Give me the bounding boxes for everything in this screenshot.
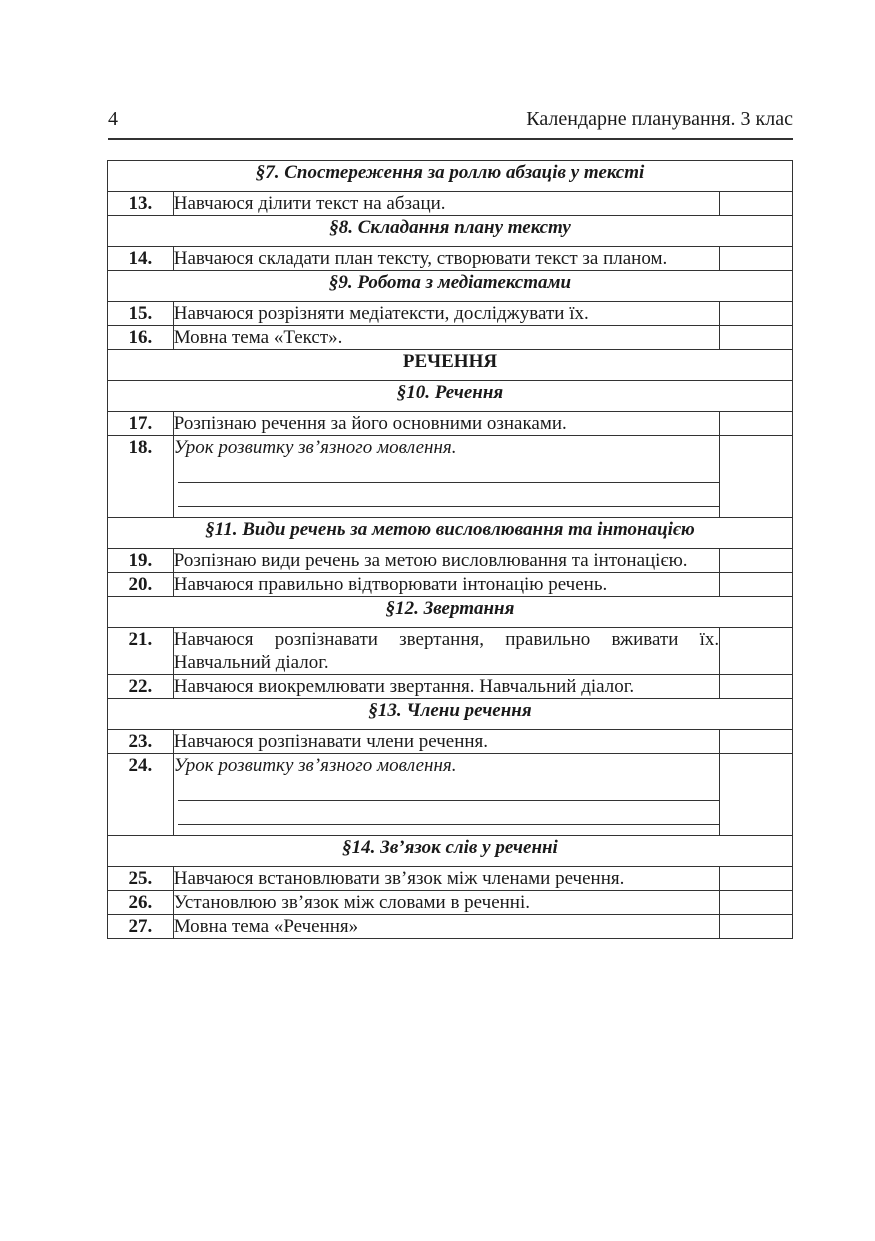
page-number: 4 xyxy=(108,108,118,130)
date-cell[interactable] xyxy=(720,915,793,939)
lesson-topic-text: Навчаюся встановлювати зв’язок між членами речення. xyxy=(173,868,625,889)
lesson-topic-text: Мовна тема «Текст». xyxy=(173,327,343,348)
lesson-topic xyxy=(173,573,719,597)
lesson-number: 26. xyxy=(108,891,174,915)
lesson-row xyxy=(108,573,793,597)
lesson-topic-text: Навчаюся складати план тексту, створювати текст за планом. xyxy=(173,248,668,269)
date-cell[interactable] xyxy=(720,302,793,326)
section-heading: §12. Звертання xyxy=(108,597,793,628)
date-cell[interactable] xyxy=(720,754,793,836)
lesson-row xyxy=(108,549,793,573)
lesson-number: 14. xyxy=(108,247,174,271)
section-heading-row xyxy=(108,216,793,247)
section-heading: §7. Спостереження за роллю абзаців у тексті xyxy=(108,161,793,192)
lesson-topic xyxy=(173,192,719,216)
section-heading-row xyxy=(108,518,793,549)
write-in-line[interactable] xyxy=(178,459,719,483)
lesson-row xyxy=(108,326,793,350)
lesson-topic xyxy=(173,730,719,754)
lesson-topic-text: Навчаюся правильно відтворювати інтонацію речень. xyxy=(173,574,608,595)
lesson-number: 24. xyxy=(108,754,174,836)
lesson-topic-text: Урок розвитку зв’язного мовлення. xyxy=(173,437,457,458)
lesson-number: 17. xyxy=(108,412,174,436)
date-cell[interactable] xyxy=(720,326,793,350)
lesson-topic xyxy=(173,436,719,518)
part-heading-row xyxy=(108,350,793,381)
lesson-number: 21. xyxy=(108,628,174,675)
lesson-topic-text: Мовна тема «Речення» xyxy=(173,916,359,937)
section-heading: §14. Зв’язок слів у реченні xyxy=(108,836,793,867)
lesson-number: 22. xyxy=(108,675,174,699)
lesson-topic xyxy=(173,412,719,436)
lesson-row xyxy=(108,412,793,436)
lesson-row xyxy=(108,730,793,754)
lesson-row xyxy=(108,302,793,326)
lesson-row xyxy=(108,675,793,699)
lesson-topic-text: Навчаюся розпізнавати звертання, правильно вживати їх. Навчальний діалог. xyxy=(173,629,720,673)
lesson-row xyxy=(108,436,793,518)
lesson-topic xyxy=(173,675,719,699)
lesson-topic xyxy=(173,891,719,915)
lesson-topic-text: Урок розвитку зв’язного мовлення. xyxy=(173,755,457,776)
section-heading-row xyxy=(108,161,793,192)
lesson-topic-text: Навчаюся розрізняти медіатексти, досліджувати їх. xyxy=(173,303,589,324)
lesson-topic-text: Навчаюся виокремлювати звертання. Навчальний діалог. xyxy=(173,676,635,697)
section-heading-row xyxy=(108,271,793,302)
section-heading: §8. Складання плану тексту xyxy=(108,216,793,247)
lesson-topic-text: Установлюю зв’язок між словами в реченні. xyxy=(173,892,530,913)
lesson-number: 15. xyxy=(108,302,174,326)
lesson-topic-text: Навчаюся ділити текст на абзаци. xyxy=(173,193,446,214)
section-heading-row xyxy=(108,836,793,867)
date-cell[interactable] xyxy=(720,436,793,518)
date-cell[interactable] xyxy=(720,412,793,436)
lesson-topic xyxy=(173,628,719,675)
lesson-number: 20. xyxy=(108,573,174,597)
lesson-plan-body xyxy=(108,161,793,939)
write-in-line[interactable] xyxy=(178,801,719,825)
lesson-number: 19. xyxy=(108,549,174,573)
section-heading: §10. Речення xyxy=(108,381,793,412)
date-cell[interactable] xyxy=(720,573,793,597)
section-heading: §9. Робота з медіатекстами xyxy=(108,271,793,302)
lesson-row xyxy=(108,192,793,216)
lesson-row xyxy=(108,628,793,675)
lesson-topic xyxy=(173,549,719,573)
lesson-number: 25. xyxy=(108,867,174,891)
lesson-number: 27. xyxy=(108,915,174,939)
date-cell[interactable] xyxy=(720,867,793,891)
section-heading-row xyxy=(108,597,793,628)
page-header xyxy=(108,108,793,140)
section-heading-row xyxy=(108,699,793,730)
lesson-row xyxy=(108,247,793,271)
lesson-row xyxy=(108,891,793,915)
section-heading: §11. Види речень за метою висловлювання та інтонацією xyxy=(108,518,793,549)
lesson-topic xyxy=(173,754,719,836)
date-cell[interactable] xyxy=(720,549,793,573)
lesson-topic xyxy=(173,326,719,350)
section-heading: §13. Члени речення xyxy=(108,699,793,730)
lesson-topic-text: Навчаюся розпізнавати члени речення. xyxy=(173,731,489,752)
date-cell[interactable] xyxy=(720,192,793,216)
date-cell[interactable] xyxy=(720,730,793,754)
date-cell[interactable] xyxy=(720,675,793,699)
part-heading: РЕЧЕННЯ xyxy=(108,350,793,381)
lesson-number: 23. xyxy=(108,730,174,754)
lesson-topic xyxy=(173,867,719,891)
write-in-line[interactable] xyxy=(178,777,719,801)
lesson-number: 13. xyxy=(108,192,174,216)
lesson-topic xyxy=(173,302,719,326)
date-cell[interactable] xyxy=(720,891,793,915)
lesson-row xyxy=(108,915,793,939)
lesson-topic-text: Розпізнаю види речень за метою висловлювання та інтонацією. xyxy=(173,550,688,571)
lesson-row xyxy=(108,754,793,836)
section-heading-row xyxy=(108,381,793,412)
lesson-topic-text: Розпізнаю речення за його основними ознаками. xyxy=(173,413,567,434)
lesson-plan-table xyxy=(107,160,793,939)
date-cell[interactable] xyxy=(720,247,793,271)
lesson-number: 18. xyxy=(108,436,174,518)
write-in-line[interactable] xyxy=(178,483,719,507)
running-title: Календарне планування. 3 клас xyxy=(526,108,793,130)
lesson-number: 16. xyxy=(108,326,174,350)
date-cell[interactable] xyxy=(720,628,793,675)
lesson-row xyxy=(108,867,793,891)
lesson-topic xyxy=(173,915,719,939)
lesson-topic xyxy=(173,247,719,271)
